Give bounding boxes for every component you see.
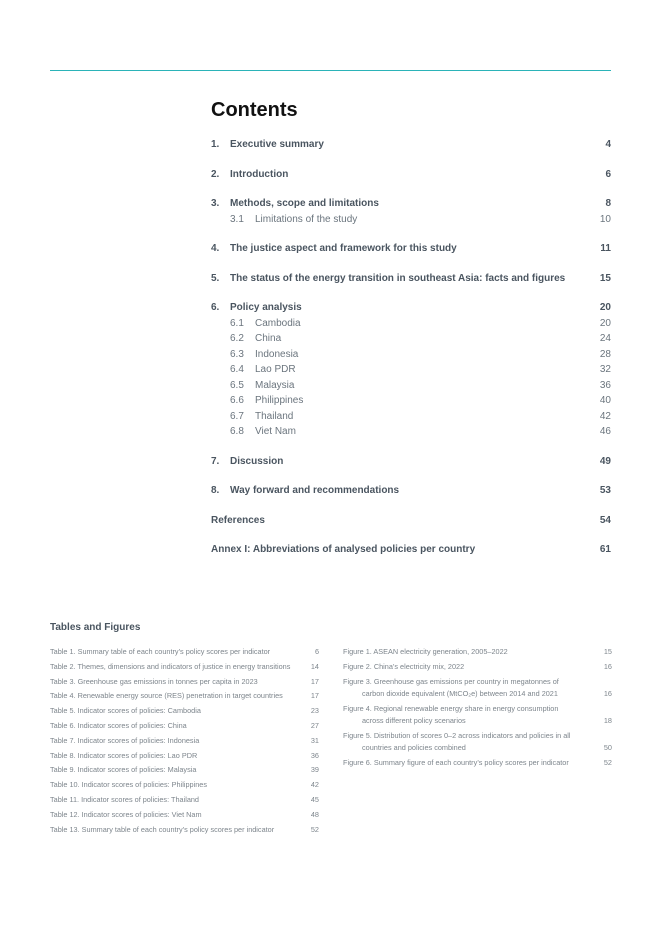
toc-entry[interactable]	[211, 241, 611, 257]
toc-section	[211, 137, 611, 153]
toc-subentry-number: 6.2	[230, 333, 244, 344]
table-page: 31	[310, 735, 319, 745]
table-page: 52	[310, 824, 319, 834]
table-list-item[interactable]	[50, 824, 319, 836]
toc-subentry[interactable]	[211, 378, 611, 394]
toc-subentry-number: 6.5	[230, 379, 244, 391]
toc-entry-number: 8.	[211, 485, 220, 496]
figure-caption-continued: countries and policies combined	[362, 743, 466, 753]
toc-subentry-label: China	[255, 333, 282, 344]
toc-subentry-label: Philippines	[255, 395, 304, 406]
figure-caption-continued: carbon dioxide equivalent (MtCO₂e) between 2014 and 2021	[362, 689, 558, 698]
table-caption: Table 13. Summary table of each country’s policy scores per indicator	[50, 824, 275, 834]
toc-subentry-page: 20	[599, 317, 611, 329]
toc-entry-number: 2.	[211, 168, 220, 180]
table-of-contents	[211, 137, 611, 572]
table-list-item[interactable]	[50, 661, 319, 673]
toc-entry-page: 61	[599, 544, 611, 555]
toc-subentry-number: 6.3	[230, 348, 244, 360]
toc-section	[211, 542, 611, 558]
figure-page: 18	[603, 716, 612, 726]
toc-entry-number: 1.	[211, 139, 220, 150]
toc-entry-page: 49	[599, 455, 611, 467]
table-caption: Table 1. Summary table of each country’s policy scores per indicator	[50, 647, 271, 656]
toc-entry-number: 5.	[211, 272, 220, 284]
table-caption: Table 2. Themes, dimensions and indicators of justice in energy transitions	[50, 661, 291, 671]
toc-entry[interactable]	[211, 483, 611, 499]
figure-caption: Figure 3. Greenhouse gas emissions per country in megatonnes of	[343, 676, 559, 686]
figure-page: 16	[603, 661, 612, 671]
toc-subentry-number: 6.1	[230, 317, 244, 329]
toc-section	[211, 454, 611, 470]
toc-subentry-label: Thailand	[255, 410, 294, 422]
figure-page: 50	[603, 743, 612, 753]
figure-page: 16	[603, 689, 612, 698]
figure-list-item[interactable]	[343, 676, 612, 701]
table-caption: Table 4. Renewable energy source (RES) penetration in target countries	[50, 691, 283, 701]
toc-entry[interactable]	[211, 542, 611, 558]
toc-entry-label: Annex I: Abbreviations of analysed policies per country	[211, 544, 476, 555]
toc-entry-page: 54	[599, 514, 611, 526]
toc-subentry-page: 42	[599, 410, 611, 422]
toc-subentry-page: 10	[599, 213, 611, 225]
toc-subentry-label: Limitations of the study	[255, 213, 358, 225]
table-page: 36	[310, 750, 319, 760]
table-page: 17	[310, 676, 319, 686]
table-page: 6	[314, 647, 319, 656]
figure-caption: Figure 5. Distribution of scores 0–2 across indicators and policies in all	[343, 731, 571, 740]
table-list-item[interactable]	[50, 764, 319, 776]
table-caption: Table 6. Indicator scores of policies: China	[50, 720, 187, 730]
toc-subentry-label: Indonesia	[255, 348, 299, 360]
figure-caption: Figure 4. Regional renewable energy share in energy consumption	[343, 703, 559, 713]
toc-subentry[interactable]	[211, 316, 611, 332]
table-page: 39	[310, 765, 319, 775]
table-caption: Table 3. Greenhouse gas emissions in tonnes per capita in 2023	[50, 676, 258, 686]
toc-entry-number: 7.	[211, 455, 220, 467]
toc-entry[interactable]	[211, 513, 611, 529]
top-divider	[50, 70, 611, 71]
figure-caption: Figure 6. Summary figure of each country’s policy scores per indicator	[343, 758, 569, 768]
toc-section	[211, 513, 611, 529]
toc-entry-page: 6	[605, 168, 611, 180]
tables-list	[50, 646, 319, 838]
table-list-item[interactable]	[50, 676, 319, 688]
toc-entry-number: 3.	[211, 198, 220, 209]
figure-list-item[interactable]	[343, 703, 612, 728]
table-list-item[interactable]	[50, 750, 319, 762]
toc-subentry-number: 6.8	[230, 426, 244, 437]
table-list-item[interactable]	[50, 690, 319, 702]
toc-entry[interactable]	[211, 271, 611, 287]
toc-subentry-label: Lao PDR	[255, 364, 296, 375]
toc-entry-label: The status of the energy transition in southeast Asia: facts and figures	[230, 272, 566, 284]
toc-subentry-number: 6.4	[230, 364, 244, 375]
table-caption: Table 11. Indicator scores of policies: Thailand	[50, 794, 199, 804]
toc-entry-page: 8	[605, 198, 611, 209]
toc-section	[211, 271, 611, 287]
toc-entry-page: 11	[600, 243, 611, 254]
figure-caption: Figure 1. ASEAN electricity generation, 2005–2022	[343, 647, 508, 656]
toc-subentry-label: Malaysia	[255, 379, 295, 391]
table-caption: Table 9. Indicator scores of policies: Malaysia	[50, 765, 197, 775]
figure-list-item[interactable]	[343, 730, 612, 755]
table-caption: Table 12. Indicator scores of policies: Viet Nam	[50, 809, 202, 819]
toc-subentry-page: 32	[599, 364, 611, 375]
figure-list-item[interactable]	[343, 646, 612, 658]
toc-subentry[interactable]	[211, 347, 611, 363]
table-caption: Table 5. Indicator scores of policies: Cambodia	[50, 706, 201, 716]
toc-subentry[interactable]	[211, 409, 611, 425]
table-page: 27	[310, 720, 319, 730]
toc-entry-label: Executive summary	[230, 139, 324, 150]
toc-subentry-number: 6.6	[230, 395, 244, 406]
table-list-item[interactable]	[50, 720, 319, 732]
toc-entry[interactable]	[211, 167, 611, 183]
toc-subentry[interactable]	[211, 331, 611, 347]
table-page: 17	[310, 691, 319, 701]
toc-entry-page: 15	[599, 272, 611, 284]
toc-subentry[interactable]	[211, 362, 611, 378]
table-list-item[interactable]	[50, 705, 319, 717]
toc-subentry[interactable]	[211, 212, 611, 228]
table-list-item[interactable]	[50, 809, 319, 821]
toc-subentry-page: 28	[599, 348, 611, 360]
figure-list-item[interactable]	[343, 661, 612, 673]
toc-entry[interactable]	[211, 454, 611, 470]
page-title: Contents	[211, 99, 298, 121]
table-page: 42	[310, 780, 319, 790]
toc-entry-label: References	[211, 514, 265, 526]
figure-caption: Figure 2. China’s electricity mix, 2022	[343, 661, 465, 671]
toc-entry-page: 4	[605, 139, 611, 150]
toc-section	[211, 241, 611, 257]
toc-subentry[interactable]	[211, 393, 611, 409]
toc-entry-label: Introduction	[230, 168, 289, 180]
toc-subentry-label: Viet Nam	[255, 426, 296, 437]
tables-figures-heading: Tables and Figures	[50, 622, 141, 633]
figure-page: 15	[603, 647, 612, 656]
toc-entry[interactable]	[211, 137, 611, 153]
toc-subentry-page: 46	[599, 426, 611, 437]
toc-subentry-page: 24	[599, 333, 611, 344]
toc-entry[interactable]	[211, 300, 611, 316]
toc-entry-page: 53	[599, 485, 611, 496]
toc-subentry-label: Cambodia	[255, 317, 301, 329]
table-page: 45	[310, 794, 319, 804]
toc-subentry-page: 40	[599, 395, 611, 406]
toc-entry[interactable]	[211, 196, 611, 212]
toc-subentry-number: 6.7	[230, 410, 244, 422]
toc-section	[211, 300, 611, 440]
figure-list-item[interactable]	[343, 757, 612, 769]
table-list-item[interactable]	[50, 735, 319, 747]
table-caption: Table 8. Indicator scores of policies: Lao PDR	[50, 750, 198, 760]
toc-section	[211, 483, 611, 499]
toc-entry-label: Discussion	[230, 455, 284, 467]
table-page: 14	[310, 661, 319, 671]
toc-entry-label: Policy analysis	[230, 302, 302, 313]
toc-section	[211, 196, 611, 227]
toc-entry-number: 6.	[211, 302, 220, 313]
toc-section	[211, 167, 611, 183]
table-caption: Table 7. Indicator scores of policies: Indonesia	[50, 735, 200, 745]
table-page: 23	[310, 706, 319, 716]
table-caption: Table 10. Indicator scores of policies: Philippines	[50, 780, 207, 790]
figures-list	[343, 646, 612, 772]
table-list-item[interactable]	[50, 794, 319, 806]
table-list-item[interactable]	[50, 646, 319, 658]
toc-subentry[interactable]	[211, 424, 611, 440]
figure-page: 52	[603, 758, 612, 768]
toc-subentry-page: 36	[599, 379, 611, 391]
table-list-item[interactable]	[50, 779, 319, 791]
figure-caption-continued: across different policy scenarios	[362, 716, 466, 726]
toc-entry-label: The justice aspect and framework for this study	[230, 243, 457, 254]
toc-entry-label: Methods, scope and limitations	[230, 198, 379, 209]
toc-entry-page: 20	[599, 302, 611, 313]
toc-entry-number: 4.	[211, 243, 220, 254]
table-page: 48	[310, 809, 319, 819]
toc-subentry-number: 3.1	[230, 213, 244, 225]
toc-entry-label: Way forward and recommendations	[230, 485, 400, 496]
